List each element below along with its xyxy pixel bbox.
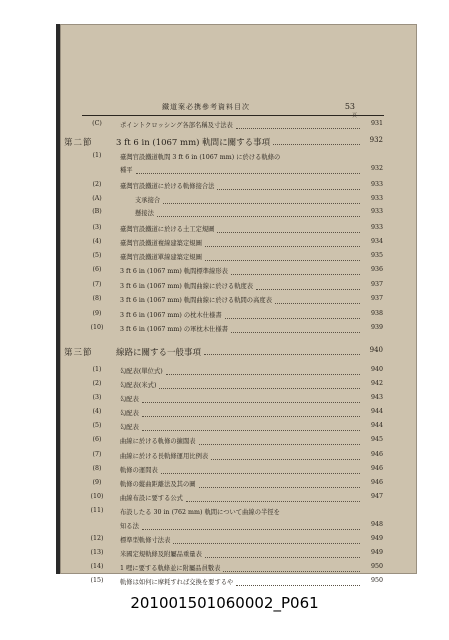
toc-entry-title: 軌條の縱曲距離法及其の圖 [120, 481, 196, 488]
table-of-contents [60, 24, 417, 586]
toc-entry-number: (B) [92, 208, 102, 215]
header-page-number: 53 [344, 102, 355, 111]
toc-entry-number: (1) [92, 366, 102, 373]
toc-entry-number: (3) [92, 224, 102, 231]
toc-entry-title: 3 ft 6 in (1067 mm) 軌間曲線に於ける軌度表 [120, 283, 254, 290]
toc-entry-title: 臺灣官設鐵道に於ける土工定規圖 [120, 226, 215, 233]
scanned-page [60, 24, 417, 586]
toc-entry-page: 947 [370, 493, 383, 500]
toc-entry-page: 944 [370, 408, 383, 415]
toc-leader-dots [256, 288, 360, 290]
toc-entry-number: (6) [92, 266, 102, 273]
toc-entry-number: (3) [92, 394, 102, 401]
toc-entry [60, 324, 417, 337]
toc-entry-page: 946 [370, 465, 383, 472]
toc-entry-number: (4) [92, 408, 102, 415]
toc-entry [60, 408, 417, 421]
toc-leader-dots [236, 127, 360, 129]
toc-entry-title: 勾配表(單位式) [120, 368, 163, 375]
toc-leader-dots [142, 528, 360, 530]
toc-entry-number: (C) [92, 120, 102, 127]
toc-entry [60, 549, 417, 562]
toc-leader-dots [231, 331, 360, 333]
toc-entry [60, 165, 417, 178]
toc-entry-page: 932 [369, 136, 383, 144]
toc-entry-title: 支承接合 [135, 197, 161, 204]
toc-entry-number: (8) [92, 295, 102, 302]
toc-leader-dots [211, 458, 360, 460]
toc-entry [60, 266, 417, 279]
toc-leader-dots [186, 500, 360, 502]
toc-entry-number: (9) [92, 310, 102, 317]
toc-entry-page: 946 [370, 451, 383, 458]
toc-entry-number: (9) [92, 479, 102, 486]
toc-entry-page: 937 [370, 295, 383, 302]
toc-entry [60, 195, 417, 208]
toc-entry-title: 3 ft 6 in (1067 mm) 軌間に關する事項 [116, 138, 271, 148]
toc-entry-page: 944 [370, 422, 383, 429]
toc-entry-page: 933 [370, 208, 383, 215]
toc-leader-dots [205, 245, 360, 247]
toc-entry-page: 948 [370, 521, 383, 528]
toc-leader-dots [173, 542, 360, 544]
toc-leader-dots [161, 472, 360, 474]
toc-entry [60, 577, 417, 590]
toc-entry [60, 535, 417, 548]
toc-entry [60, 295, 417, 308]
toc-entry-number: (10) [90, 493, 104, 500]
toc-entry [60, 136, 417, 149]
toc-entry [60, 493, 417, 506]
toc-entry [60, 563, 417, 576]
toc-entry [60, 224, 417, 237]
toc-entry-title: 3 ft 6 in (1067 mm) 軌間曲線に於ける軌間の高度表 [120, 297, 272, 304]
toc-entry-title: 3 ft 6 in (1067 mm) の軍枕木仕様書 [120, 326, 228, 333]
toc-leader-dots [166, 373, 360, 375]
toc-leader-dots [236, 584, 360, 586]
toc-entry [60, 346, 417, 359]
toc-entry-page: 935 [370, 252, 383, 259]
toc-leader-dots [142, 429, 360, 431]
toc-entry-title: 知る法 [120, 523, 139, 530]
toc-entry [60, 181, 417, 194]
toc-entry-number: (A) [92, 195, 102, 202]
toc-entry-page: 940 [369, 346, 383, 354]
toc-leader-dots [217, 231, 360, 233]
toc-entry-page: 934 [370, 238, 383, 245]
toc-entry [60, 208, 417, 221]
toc-entry-number: (4) [92, 238, 102, 245]
toc-entry-title: ポイントクロッシング各部名稱及寸法表 [120, 122, 233, 129]
toc-entry-title: 米國定規軌條及附屬品重量表 [120, 551, 202, 558]
toc-leader-dots [159, 387, 360, 389]
toc-entry [60, 479, 417, 492]
toc-entry-page: 937 [370, 281, 383, 288]
toc-entry-title: 勾配表 [120, 424, 139, 431]
toc-entry-page: 945 [370, 436, 383, 443]
toc-entry-number: (6) [92, 436, 102, 443]
toc-leader-dots [199, 443, 360, 445]
toc-entry-title: 布設したる 30 in (762 mm) 軌間について曲線の半徑を [120, 509, 280, 516]
toc-entry-title: 勾配表 [120, 410, 139, 417]
toc-entry-page: 943 [370, 394, 383, 401]
toc-leader-dots [136, 172, 360, 174]
toc-entry [60, 152, 417, 165]
toc-entry-number: (5) [92, 252, 102, 259]
toc-entry-title: 標準型軌條寸法表 [120, 537, 171, 544]
toc-leader-dots [225, 317, 360, 319]
toc-entry-number: (2) [92, 380, 102, 387]
toc-entry-title: 3 ft 6 in (1067 mm) 軌間標準線形表 [120, 268, 228, 275]
toc-entry-title: 線路に關する一般事項 [116, 348, 202, 358]
toc-entry-page: 931 [370, 120, 383, 127]
image-caption: 201001501060002_P061 [130, 594, 319, 612]
toc-entry [60, 422, 417, 435]
toc-entry-number: (5) [92, 422, 102, 429]
toc-entry [60, 252, 417, 265]
toc-leader-dots [142, 415, 360, 417]
toc-entry [60, 380, 417, 393]
toc-leader-dots [205, 556, 360, 558]
toc-entry-title: 3 ft 6 in (1067 mm) の枕木仕様書 [120, 312, 222, 319]
toc-leader-dots [217, 188, 360, 190]
toc-entry-number: (7) [92, 451, 102, 458]
toc-leader-dots [231, 273, 360, 275]
toc-entry-page: 950 [370, 563, 383, 570]
toc-entry-page: 946 [370, 479, 383, 486]
toc-entry [60, 281, 417, 294]
toc-entry-title: 臺灣官設鐵道軌間 3 ft 6 in (1067 mm) に於ける軌條の [120, 154, 281, 161]
toc-entry-page: 939 [370, 324, 383, 331]
toc-leader-dots [199, 486, 360, 488]
toc-entry-number: (8) [92, 465, 102, 472]
toc-entry [60, 465, 417, 478]
toc-entry-number: (1) [92, 152, 102, 159]
toc-page-heading: 頁 [352, 113, 358, 119]
toc-entry-title: 臺灣官設鐵道複線建築定規圖 [120, 240, 202, 247]
toc-entry [60, 238, 417, 251]
toc-leader-dots [157, 215, 360, 217]
toc-entry [60, 521, 417, 534]
toc-entry-title: 臺灣官設鐵道單線建築定規圖 [120, 254, 202, 261]
toc-entry [60, 366, 417, 379]
toc-entry [60, 507, 417, 520]
toc-leader-dots [275, 302, 360, 304]
toc-leader-dots [205, 259, 360, 261]
toc-entry-title: 勾配表 [120, 396, 139, 403]
toc-entry-number: (14) [90, 563, 104, 570]
toc-entry-title: 1 哩に要する軌條並に附屬品員數表 [120, 565, 221, 572]
toc-entry-number: (10) [90, 324, 104, 331]
toc-entry-number: (7) [92, 281, 102, 288]
toc-leader-dots [223, 570, 360, 572]
toc-entry-title: 勾配表(米式) [120, 382, 157, 389]
toc-entry-page: 933 [370, 224, 383, 231]
toc-entry-page: 933 [370, 195, 383, 202]
toc-entry [60, 310, 417, 323]
toc-entry-number: 第二節 [64, 138, 93, 148]
toc-entry-number: (13) [90, 549, 104, 556]
toc-entry-page: 949 [370, 535, 383, 542]
toc-leader-dots [204, 353, 360, 355]
toc-entry [60, 451, 417, 464]
toc-entry-page: 949 [370, 549, 383, 556]
toc-entry-number: 第三節 [64, 348, 93, 358]
toc-entry-number: (12) [90, 535, 104, 542]
toc-leader-dots [142, 401, 360, 403]
toc-entry [60, 436, 417, 449]
toc-entry-title: 懸接法 [135, 210, 154, 217]
toc-entry [60, 113, 417, 133]
header-title: 鐵道案必携參考資料目次 [162, 103, 250, 111]
toc-entry-title: 曲線に於ける軌條の擴闊表 [120, 438, 196, 445]
toc-entry-page: 940 [370, 366, 383, 373]
toc-entry-title: 種平 [120, 167, 133, 174]
toc-entry-number: (11) [90, 507, 104, 514]
toc-entry-page: 932 [370, 165, 383, 172]
toc-entry-title: 曲線に於ける長軌條運用比例表 [120, 453, 209, 460]
toc-entry-title: 曲線布設に要する公式 [120, 495, 183, 502]
toc-entry [60, 394, 417, 407]
toc-entry-title: 軌條は如何に摩耗すれば交換を要するや [120, 579, 234, 586]
toc-entry-page: 942 [370, 380, 383, 387]
toc-entry-title: 軌條の運間表 [120, 467, 158, 474]
toc-entry-number: (2) [92, 181, 102, 188]
toc-entry-page: 950 [370, 577, 383, 584]
toc-leader-dots [163, 202, 360, 204]
toc-entry-page: 938 [370, 310, 383, 317]
toc-entry-page: 936 [370, 266, 383, 273]
toc-entry-number: (15) [90, 577, 104, 584]
toc-entry-page: 933 [370, 181, 383, 188]
toc-entry-title: 臺灣官設鐵道に於ける軌條接合法 [120, 183, 215, 190]
